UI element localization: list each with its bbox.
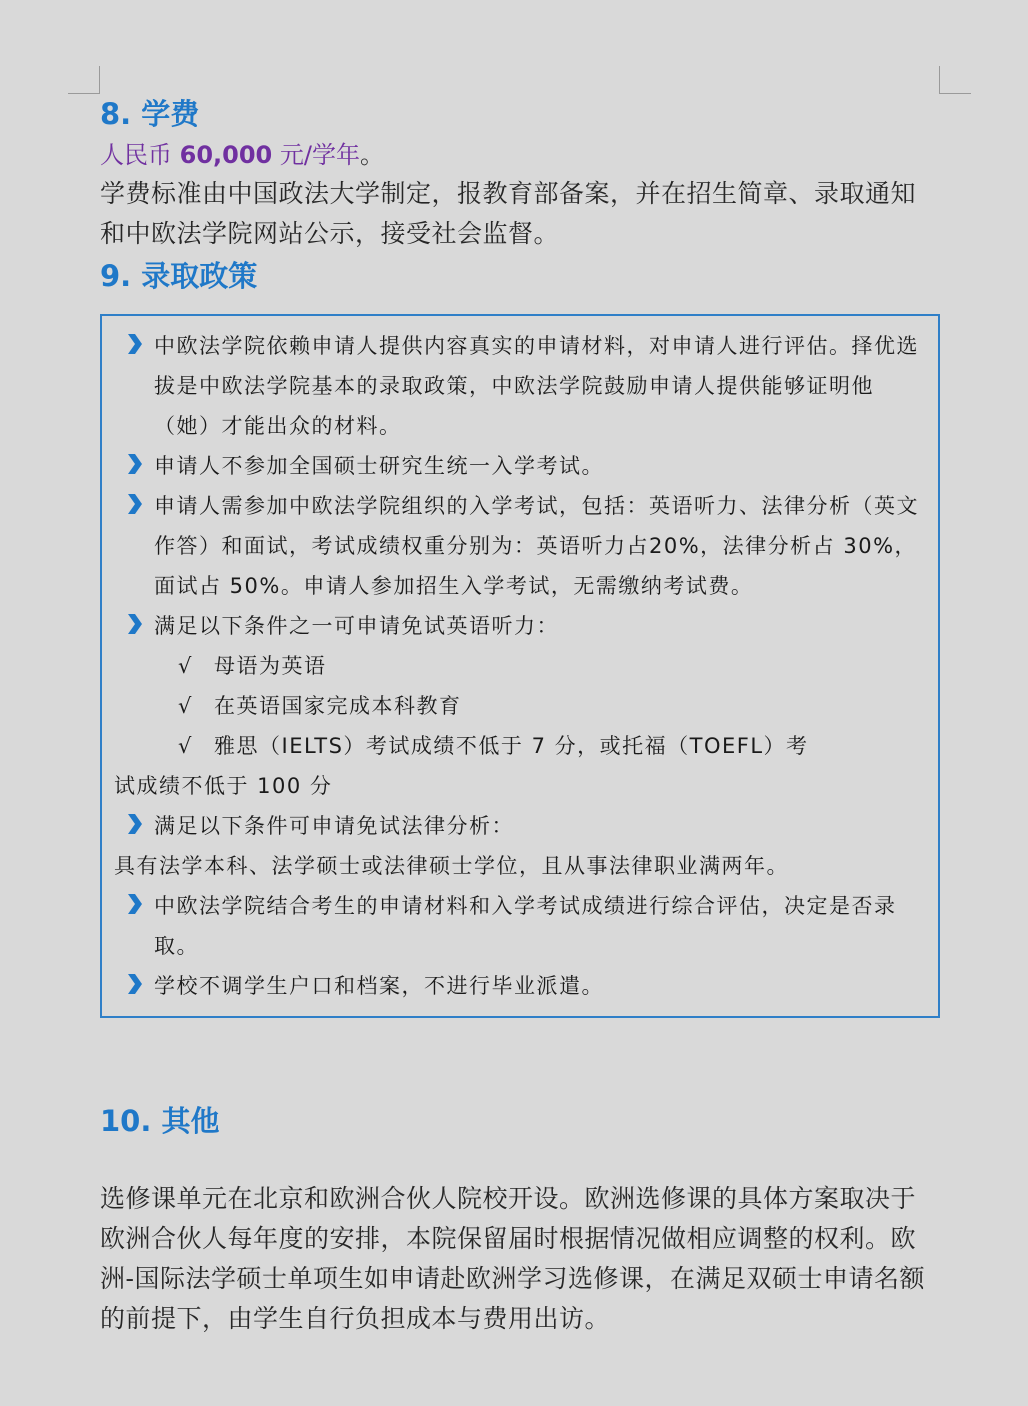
crop-mark-top-right xyxy=(939,66,971,94)
list-item-text: 中欧法学院依赖申请人提供内容真实的申请材料，对申请人进行评估。择优选拔是中欧法学院基本的录取政策，中欧法学院鼓励申请人提供能够证明他（她）才能出众的材料。 xyxy=(154,334,919,438)
check-mark-icon: √ xyxy=(178,694,193,718)
section-8-heading: 8. 学费 xyxy=(100,97,200,131)
list-item xyxy=(114,486,926,606)
chevron-right-icon xyxy=(114,966,154,994)
list-item xyxy=(114,806,926,846)
check-item xyxy=(114,646,926,686)
fee-suffix: 元/学年 xyxy=(272,141,360,169)
list-item xyxy=(114,446,926,486)
list-item-text: 学校不调学生户口和档案，不进行毕业派遣。 xyxy=(154,974,604,998)
section-10 xyxy=(100,1099,940,1339)
chevron-right-icon xyxy=(114,326,154,354)
chevron-right-icon xyxy=(114,446,154,474)
crop-mark-top-left xyxy=(68,66,100,94)
check-item-text: 雅思（IELTS）考试成绩不低于 7 分，或托福（TOEFL）考 xyxy=(214,734,809,758)
list-item-text: 满足以下条件可申请免试法律分析： xyxy=(154,814,514,838)
chevron-right-icon xyxy=(114,606,154,634)
law-item-continuation: 具有法学本科、法学硕士或法律硕士学位，且从事法律职业满两年。 xyxy=(114,854,789,878)
list-item-text: 申请人不参加全国硕士研究生统一入学考试。 xyxy=(154,454,604,478)
check-mark-icon: √ xyxy=(178,654,193,678)
list-item-text: 申请人需参加中欧法学院组织的入学考试，包括：英语听力、法律分析（英文作答）和面试，考试成绩权重分别为：英语听力占20%，法律分析占 30%，面试占 50%。申请人参加招生入学考试，无需缴纳考试费。 xyxy=(154,494,919,598)
document-page xyxy=(100,92,940,1018)
section-10-heading: 10. 其他 xyxy=(100,1104,220,1138)
admission-policy-box xyxy=(100,314,940,1018)
list-item-text: 中欧法学院结合考生的申请材料和入学考试成绩进行综合评估，决定是否录取。 xyxy=(154,894,897,958)
check-item xyxy=(114,726,926,766)
check-item-text: 在英语国家完成本科教育 xyxy=(214,694,462,718)
list-item xyxy=(114,326,926,446)
list-item-text: 满足以下条件之一可申请免试英语听力： xyxy=(154,614,559,638)
section-10-paragraph: 选修课单元在北京和欧洲合伙人院校开设。欧洲选修课的具体方案取决于欧洲合伙人每年度的安排，本院保留届时根据情况做相应调整的权利。欧洲-国际法学硕士单项生如申请赴欧洲学习选修课，在满足双硕士申请名额的前提下，由学生自行负担成本与费用出访。 xyxy=(100,1184,925,1333)
fee-end: 。 xyxy=(359,141,384,169)
check-item-text: 母语为英语 xyxy=(214,654,327,678)
chevron-right-icon xyxy=(114,486,154,514)
check-item-continuation: 试成绩不低于 100 分 xyxy=(114,774,333,798)
fee-amount: 60,000 xyxy=(179,141,273,169)
section-8-paragraph: 学费标准由中国政法大学制定，报教育部备案，并在招生简章、录取通知和中欧法学院网站公示，接受社会监督。 xyxy=(100,179,917,248)
chevron-right-icon xyxy=(114,886,154,914)
section-9-heading: 9. 录取政策 xyxy=(100,259,258,293)
chevron-right-icon xyxy=(114,806,154,834)
list-item xyxy=(114,966,926,1006)
check-mark-icon: √ xyxy=(178,734,193,758)
tuition-fee-line xyxy=(100,136,940,174)
list-item xyxy=(114,886,926,966)
fee-prefix: 人民币 xyxy=(100,141,180,169)
check-item xyxy=(114,686,926,726)
list-item xyxy=(114,606,926,646)
